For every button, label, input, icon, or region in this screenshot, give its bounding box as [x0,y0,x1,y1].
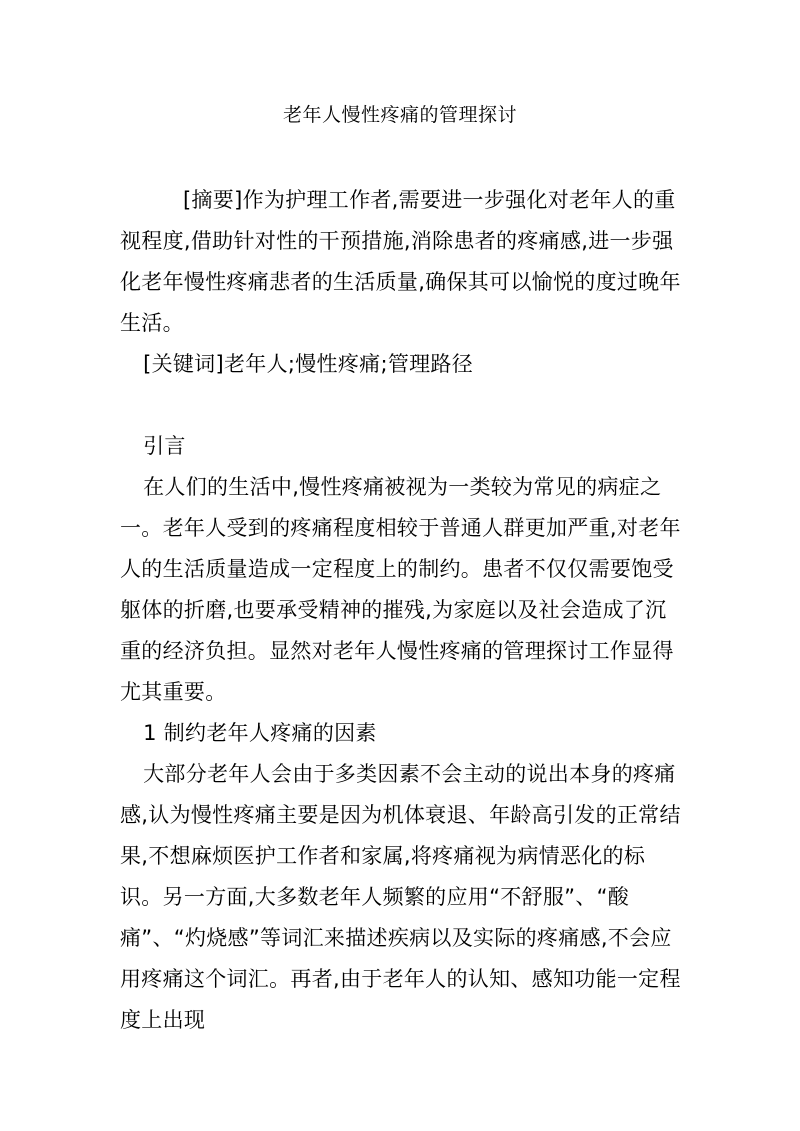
abstract-paragraph [120,180,682,344]
intro-paragraph: 在人们的生活中,慢性疼痛被视为一类较为常见的病症之一。老年人受到的疼痛程度相较于普通人群更加严重,对老年人的生活质量造成一定程度上的制约。患者不仅仅需要饱受躯体的折磨,也要承受精神的摧残,为家庭以及社会造成了沉重的经济负担。显然对老年人慢性疼痛的管理探讨工作显得尤其重要。 [120,475,681,704]
document-title: 老年人慢性疼痛的管理探讨 [282,104,517,126]
document-body [120,180,682,1041]
keywords-line: [关键词]老年人;慢性疼痛;管理路径 [143,352,474,376]
section-spacer [120,385,682,426]
section1-paragraph: 大部分老年人会由于多类因素不会主动的说出本身的疼痛感,认为慢性疼痛主要是因为机体衰退、年龄高引发的正常结果,不想麻烦医护工作者和家属,将疼痛视为病情恶化的标识。另一方面,大多数老年人频繁的应用“不舒服”、“酸痛”、“灼烧感”等词汇来描述疾病以及实际的疼痛感,不会应用疼痛这个词汇。再者,由于老年人的认知、感知功能一定程度上出现 [120,762,681,1032]
intro-heading: 引言 [143,434,186,458]
section1-heading: 1 制约老年人疼痛的因素 [143,721,377,745]
abstract-text: [摘要]作为护理工作者,需要进一步强化对老年人的重视程度,借助针对性的干预措施,消除患者的疼痛感,进一步强化老年慢性疼痛悲者的生活质量,确保其可以愉悦的度过晚年生活。 [120,188,681,335]
